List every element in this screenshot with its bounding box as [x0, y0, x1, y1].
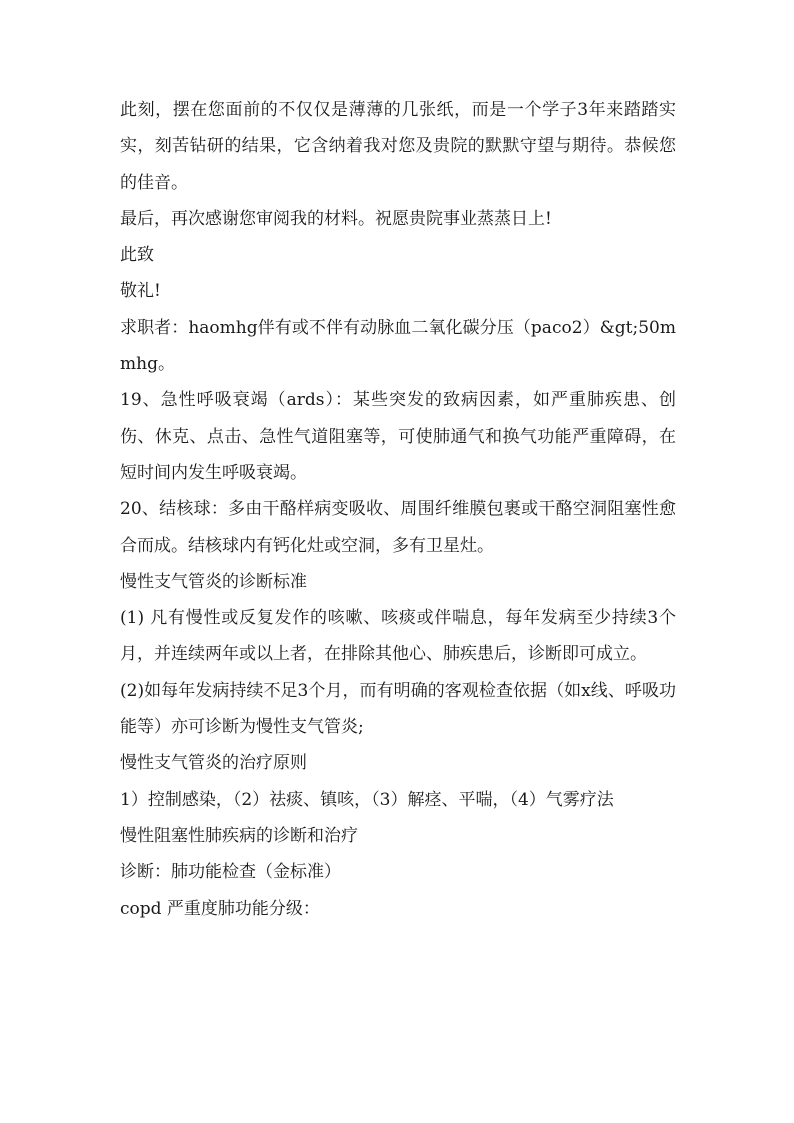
heading-copd-diagnosis-treatment: 慢性阻塞性肺疾病的诊断和治疗: [120, 825, 358, 846]
paragraph-ards: 19、急性呼吸衰竭（ards）：某些突发的致病因素，如严重肺疾患、创伤、休克、点击、急性气道阻塞等，可使肺通气和换气功能严重障碍，在短时间内发生呼吸衰竭。: [120, 390, 676, 483]
paragraph-diagnosis-criterion-1: (1) 凡有慢性或反复发作的咳嗽、咳痰或伴喘息，每年发病至少持续3个月，并连续两年或以上者，在排除其他心、肺疾患后，诊断即可成立。: [120, 608, 676, 665]
paragraph-copd-grading: copd 严重度肺功能分级：: [120, 898, 320, 919]
paragraph-thanks: 最后，再次感谢您审阅我的材料。祝愿贵院事业蒸蒸日上!: [120, 208, 552, 229]
paragraph-treatment-list: 1）控制感染，（2）祛痰、镇咳，（3）解痉、平喘，（4）气雾疗法: [120, 789, 614, 810]
paragraph-diagnosis-criterion-2: (2)如每年发病持续不足3个月，而有明确的客观检查依据（如x线、呼吸功能等）亦可诊断为慢性支气管炎;: [120, 680, 676, 738]
heading-bronchitis-diagnosis: 慢性支气管炎的诊断标准: [120, 571, 307, 592]
paragraph-tuberculoma: 20、结核球：多由干酪样病变吸收、周围纤维膜包裹或干酪空洞阻塞性愈合而成。结核球内有钙化灶或空洞，多有卫星灶。: [120, 499, 676, 556]
document-body: [120, 92, 676, 927]
paragraph-applicant: 求职者：haomhg伴有或不伴有动脉血二氧化碳分压（paco2）&gt;50mmhg。: [120, 317, 676, 375]
paragraph-closing-statement: 此刻，摆在您面前的不仅仅是薄薄的几张纸，而是一个学子3年来踏踏实实，刻苦钻研的结果，它含纳着我对您及贵院的默默守望与期待。恭候您的佳音。: [120, 100, 676, 193]
paragraph-copd-diagnosis: 诊断：肺功能检查（金标准）: [120, 862, 341, 883]
heading-bronchitis-treatment: 慢性支气管炎的治疗原则: [120, 753, 307, 774]
paragraph-salutation-cizhi: 此致: [120, 245, 154, 266]
paragraph-salutation-jingli: 敬礼!: [120, 281, 161, 302]
